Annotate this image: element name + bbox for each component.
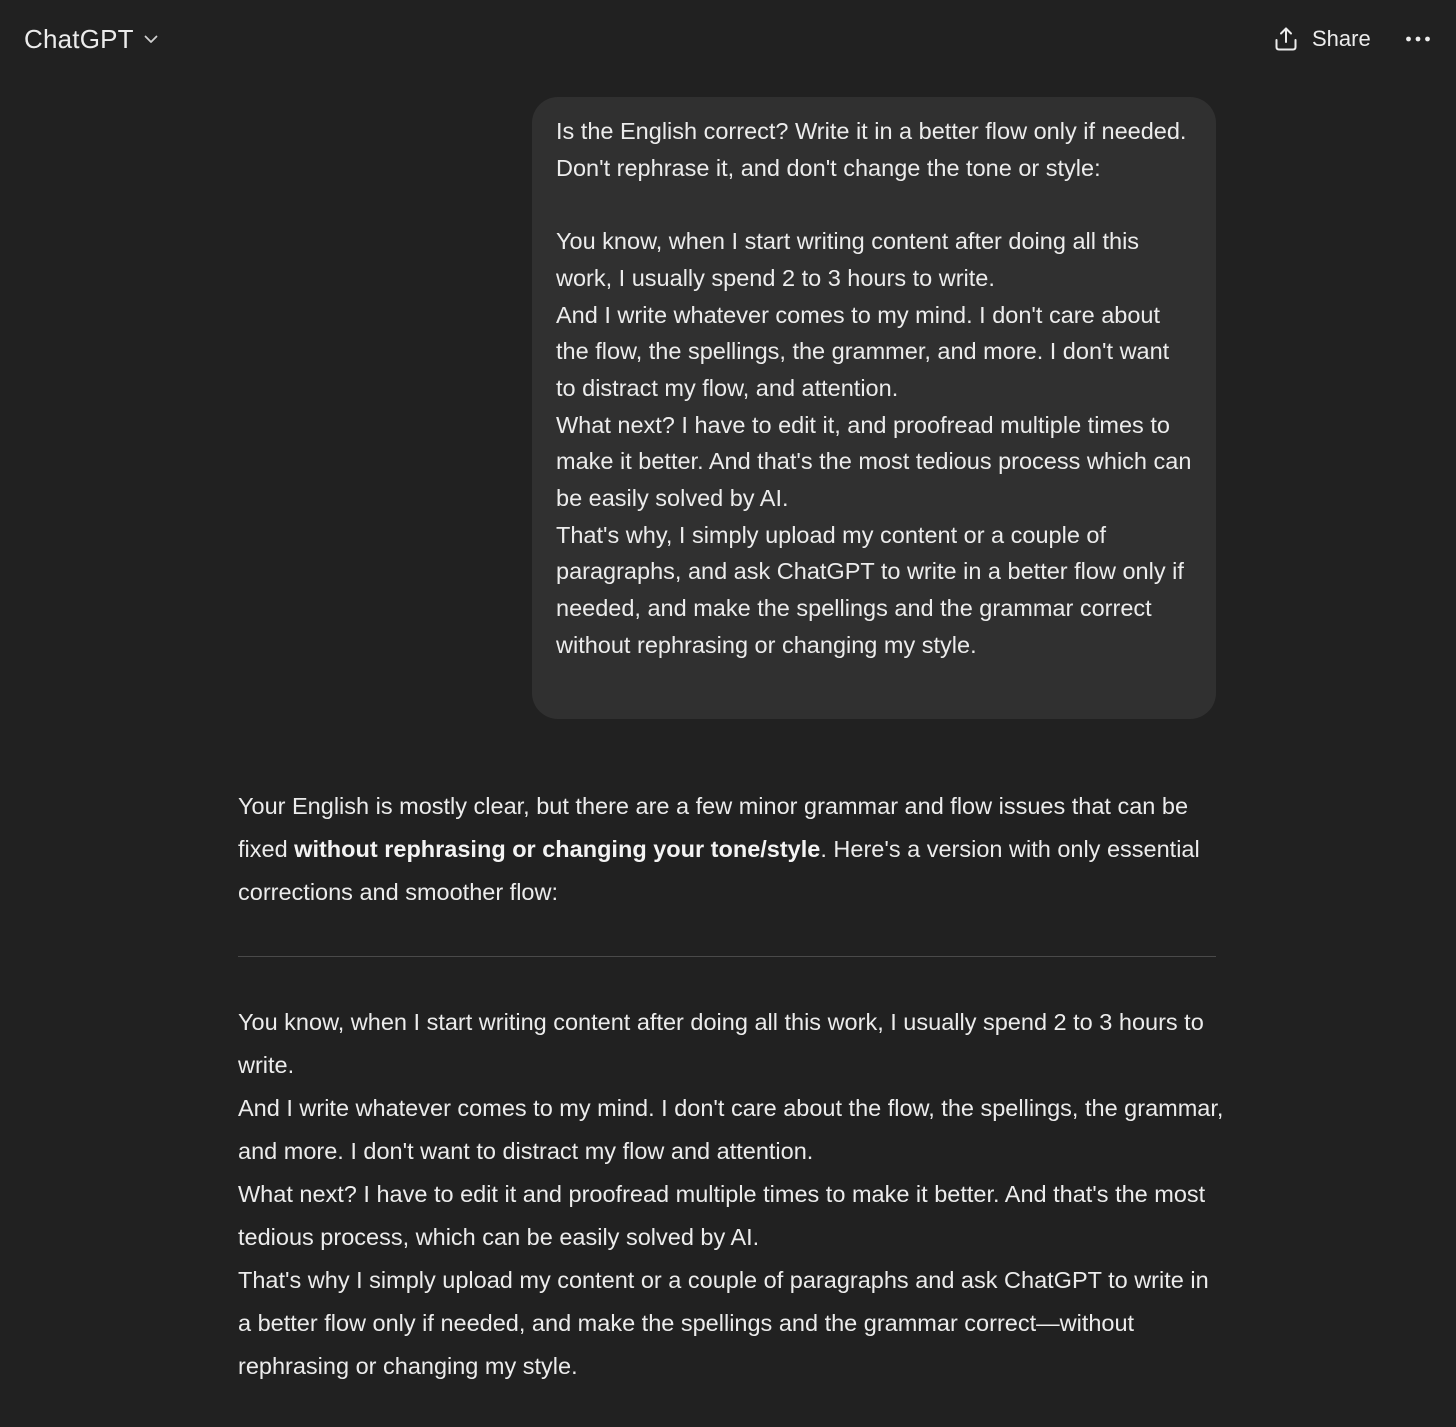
more-options-button[interactable]	[1400, 22, 1436, 56]
model-name: ChatGPT	[24, 23, 134, 54]
user-message-bubble	[532, 97, 1216, 719]
assistant-message	[238, 785, 1218, 914]
share-button[interactable]	[1272, 20, 1371, 58]
more-horizontal-icon	[1405, 35, 1431, 43]
user-line: You know, when I start writing content after doing all this work, I usually spend 2 to 3 hours to write.	[556, 228, 1140, 291]
user-prompt: Is the English correct? Write it in a better flow only if needed. Don't rephrase it, and don't change the tone or style:	[556, 118, 1187, 181]
revised-line: And I write whatever comes to my mind. I don't care about the flow, the spellings, the grammar, and more. I don't want to distract my flow and attention.	[238, 1095, 1224, 1164]
intro-emphasis: without rephrasing or changing your tone/style	[294, 836, 821, 862]
share-upload-icon	[1272, 25, 1300, 53]
share-label: Share	[1312, 26, 1371, 51]
intro-text: Your English is mostly clear, but there are a few minor grammar and flow issues that can be fixed	[238, 793, 1189, 862]
user-line: What next? I have to edit it, and proofread multiple times to make it better. And that's the most tedious process which can be easily solved by AI.	[556, 411, 1192, 512]
assistant-intro	[238, 785, 1218, 914]
user-line: And I write whatever comes to my mind. I don't care about the flow, the spellings, the grammer, and more. I don't want to distract my flow, and attention.	[556, 301, 1170, 401]
revised-line: You know, when I start writing content after doing all this work, I usually spend 2 to 3 hours to write.	[238, 1009, 1204, 1078]
horizontal-divider	[238, 956, 1216, 957]
blank-line	[556, 186, 1192, 223]
revised-line: What next? I have to edit it and proofread multiple times to make it better. And that's the most tedious process, which can be easily solved by AI.	[238, 1181, 1206, 1250]
user-line: That's why, I simply upload my content or a couple of paragraphs, and ask ChatGPT to write in a better flow only if needed, and make the spellings and the grammar correct without rephrasing or changing my style.	[556, 521, 1184, 658]
revised-text	[238, 1001, 1228, 1388]
intro-text-end: . Here's a version with only essential corrections and smoother flow:	[238, 836, 1200, 905]
revised-line: That's why I simply upload my content or a couple of paragraphs and ask ChatGPT to write in a better flow only if needed, and make the spellings and the grammar correct—without rephrasing or changing my style.	[238, 1267, 1209, 1379]
chevron-down-icon	[142, 30, 160, 48]
model-selector[interactable]	[24, 20, 160, 58]
top-bar	[0, 0, 1456, 78]
